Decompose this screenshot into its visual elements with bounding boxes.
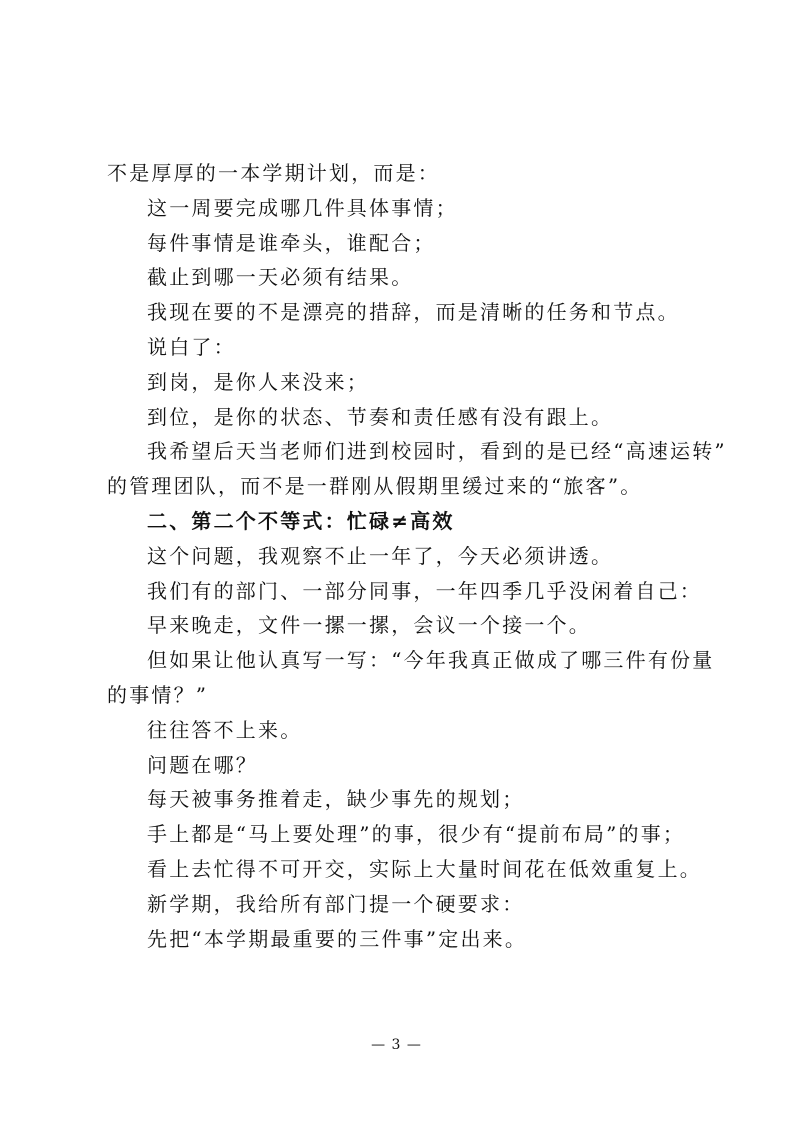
paragraph-line: 说白了： bbox=[147, 334, 236, 359]
body-text bbox=[107, 156, 727, 956]
paragraph-line: 先把“本学期最重要的三件事”定出来。 bbox=[147, 926, 528, 951]
paragraph-line: 问题在哪？ bbox=[147, 752, 258, 777]
paragraph-line: 看上去忙得不可开交，实际上大量时间花在低效重复上。 bbox=[147, 856, 702, 881]
paragraph-line: 我希望后天当老师们进到校园时，看到的是已经“高速运转” bbox=[147, 439, 727, 464]
paragraph-line: 截止到哪一天必须有结果。 bbox=[147, 265, 414, 290]
paragraph-line: 的事情？” bbox=[107, 682, 209, 707]
paragraph-line: 手上都是“马上要处理”的事，很少有“提前布局”的事； bbox=[147, 822, 686, 847]
paragraph-line: 这个问题，我观察不止一年了，今天必须讲透。 bbox=[147, 543, 614, 568]
paragraph-line: 我现在要的不是漂亮的措辞，而是清晰的任务和节点。 bbox=[147, 300, 680, 325]
paragraph-line: 到位，是你的状态、节奏和责任感有没有跟上。 bbox=[147, 404, 614, 429]
paragraph-line: 每天被事务推着走，缺少事先的规划； bbox=[147, 787, 525, 812]
paragraph-line: 我们有的部门、一部分同事，一年四季几乎没闲着自己： bbox=[147, 578, 702, 603]
paragraph-line: 的管理团队，而不是一群刚从假期里缓过来的“旅客”。 bbox=[107, 474, 643, 499]
paragraph-line: 新学期，我给所有部门提一个硬要求： bbox=[147, 891, 525, 916]
paragraph-line: 不是厚厚的一本学期计划，而是： bbox=[107, 161, 440, 185]
paragraph-line: 早来晚走，文件一摞一摞，会议一个接一个。 bbox=[147, 613, 591, 638]
paragraph-line: 往往答不上来。 bbox=[147, 717, 303, 742]
section-heading: 二、第二个不等式：忙碌≠高效 bbox=[147, 508, 455, 533]
paragraph-line: 这一周要完成哪几件具体事情； bbox=[147, 195, 458, 220]
paragraph-line: 但如果让他认真写一写：“今年我真正做成了哪三件有份量 bbox=[147, 648, 715, 673]
paragraph-line: 每件事情是谁牵头，谁配合； bbox=[147, 230, 436, 255]
page-number: — 3 — bbox=[371, 1037, 422, 1053]
paragraph-line: 到岗，是你人来没来； bbox=[147, 369, 369, 394]
